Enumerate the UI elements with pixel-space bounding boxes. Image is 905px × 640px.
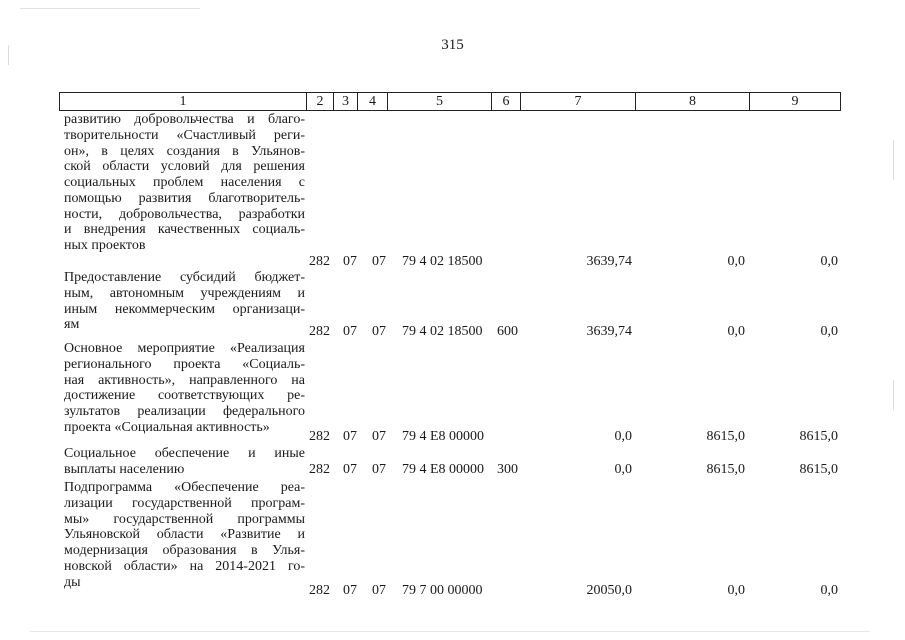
cell-subsection: 07 <box>372 324 386 339</box>
column-header: 9 <box>749 93 840 110</box>
column-header-row <box>59 92 841 111</box>
description-line: новской области» на 2014-2021 го- <box>64 558 305 574</box>
description-line: ности, добровольчества, разработки <box>64 206 305 222</box>
cell-expense-type: 600 <box>497 324 518 339</box>
cell-ministry: 282 <box>309 324 330 339</box>
cell-amount-1: 0,0 <box>614 429 632 444</box>
description-line: модернизация образования в Улья- <box>64 543 305 558</box>
cell-amount-1: 0,0 <box>614 462 632 477</box>
cell-ministry: 282 <box>309 583 330 598</box>
description-line: проекта «Социальная активность» <box>64 419 270 435</box>
cell-amount-2: 8615,0 <box>706 429 745 444</box>
cell-amount-3: 8615,0 <box>799 462 838 477</box>
cell-amount-2: 0,0 <box>727 254 745 269</box>
column-header: 1 <box>179 94 187 109</box>
scan-artifact <box>893 380 894 410</box>
column-header: 6 <box>491 93 520 110</box>
cell-target-article: 79 4 E8 00000 <box>402 429 485 444</box>
row-description <box>64 270 305 333</box>
description-line: мы» государственной программы <box>64 511 305 527</box>
description-line: Ульяновской области «Развитие и <box>64 527 305 543</box>
row-description <box>64 446 305 478</box>
cell-amount-2: 0,0 <box>727 583 745 598</box>
description-line: развитию добровольчества и благо- <box>64 112 305 127</box>
column-header: 4 <box>357 93 387 110</box>
cell-amount-1: 20050,0 <box>586 583 632 598</box>
description-line: достижение соответствующих ре- <box>64 388 305 404</box>
cell-expense-type: 300 <box>497 462 518 477</box>
description-line: и внедрения качественных социаль- <box>64 222 305 238</box>
cell-target-article: 79 4 E8 00000 <box>402 462 485 477</box>
cell-subsection: 07 <box>372 254 386 269</box>
cell-section: 07 <box>343 429 357 444</box>
cell-amount-1: 3639,74 <box>586 324 632 339</box>
cell-amount-1: 3639,74 <box>586 254 632 269</box>
column-header: 8 <box>635 93 749 110</box>
description-line: помощью развития благотворитель- <box>64 190 305 206</box>
cell-amount-3: 8615,0 <box>799 429 838 444</box>
description-line: ды <box>64 574 81 590</box>
description-line: выплаты населению <box>64 461 185 477</box>
description-line: Подпрограмма «Обеспечение реа- <box>64 480 305 495</box>
description-line: социальных проблем населения с <box>64 175 305 190</box>
row-description <box>64 341 305 436</box>
page-number: 315 <box>441 37 464 53</box>
row-description <box>64 112 305 254</box>
cell-subsection: 07 <box>372 583 386 598</box>
scan-artifact <box>20 8 200 9</box>
cell-ministry: 282 <box>309 254 330 269</box>
cell-ministry: 282 <box>309 429 330 444</box>
cell-amount-3: 0,0 <box>820 324 838 339</box>
description-line: регионального проекта «Социаль- <box>64 356 305 372</box>
cell-section: 07 <box>343 324 357 339</box>
cell-section: 07 <box>343 462 357 477</box>
cell-target-article: 79 7 00 00000 <box>402 583 483 598</box>
scan-artifact <box>893 140 894 180</box>
row-description <box>64 480 305 590</box>
description-line: зультатов реализации федерального <box>64 404 305 419</box>
column-header: 3 <box>333 93 357 110</box>
cell-subsection: 07 <box>372 462 386 477</box>
description-line: лизации государственной програм- <box>64 495 305 511</box>
scan-artifact <box>30 631 870 632</box>
cell-section: 07 <box>343 254 357 269</box>
description-line: ным, автономным учреждениям и <box>64 285 305 301</box>
cell-amount-3: 0,0 <box>820 583 838 598</box>
description-line: ная активность», направленного на <box>64 372 305 388</box>
cell-target-article: 79 4 02 18500 <box>402 324 483 339</box>
description-line: иным некоммерческим организаци- <box>64 301 305 317</box>
description-line: творительности «Счастливый реги- <box>64 127 305 143</box>
column-header: 2 <box>306 93 333 110</box>
cell-target-article: 79 4 02 18500 <box>402 254 483 269</box>
cell-amount-2: 8615,0 <box>706 462 745 477</box>
scan-artifact <box>8 45 9 65</box>
cell-section: 07 <box>343 583 357 598</box>
cell-amount-3: 0,0 <box>820 254 838 269</box>
description-line: ской области условий для решения <box>64 159 305 175</box>
column-header: 5 <box>387 93 491 110</box>
description-line: он», в целях создания в Ульянов- <box>64 143 305 159</box>
description-line: Основное мероприятие «Реализация <box>64 341 305 356</box>
description-line: ных проектов <box>64 238 146 253</box>
description-line: ям <box>64 317 80 333</box>
cell-amount-2: 0,0 <box>727 324 745 339</box>
description-line: Социальное обеспечение и иные <box>64 446 305 461</box>
cell-ministry: 282 <box>309 462 330 477</box>
description-line: Предоставление субсидий бюджет- <box>64 270 305 285</box>
column-header: 7 <box>520 93 635 110</box>
cell-subsection: 07 <box>372 429 386 444</box>
